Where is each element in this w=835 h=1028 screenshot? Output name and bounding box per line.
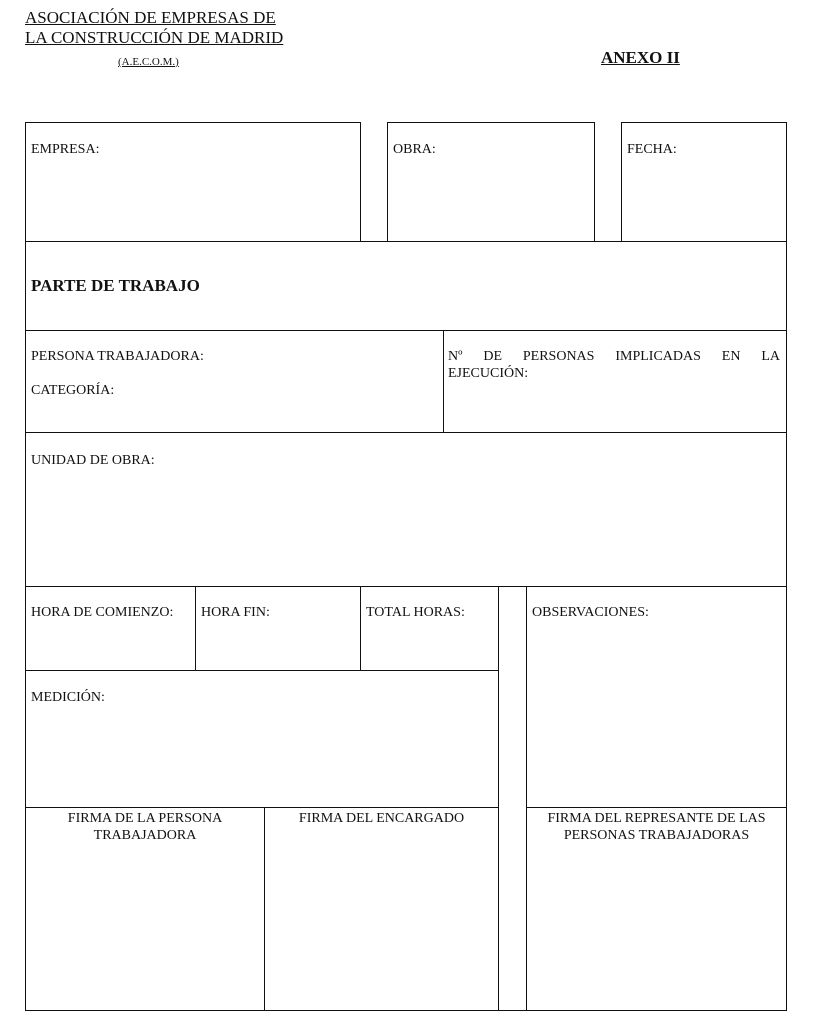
firma-representante-field[interactable] (526, 807, 787, 1011)
title-row (25, 241, 787, 331)
hora-comienzo-field[interactable] (25, 586, 196, 671)
num-personas-label: Nº DE PERSONAS IMPLICADAS EN LA EJECUCIÓN: (448, 349, 780, 381)
persona-label: PERSONA TRABAJADORA: (31, 349, 204, 364)
observaciones-label: OBSERVACIONES: (532, 605, 649, 620)
obra-label: OBRA: (393, 142, 436, 157)
hora-fin-field[interactable] (195, 586, 361, 671)
empresa-label: EMPRESA: (31, 142, 100, 157)
obra-field[interactable] (387, 122, 595, 242)
org-name-line2: LA CONSTRUCCIÓN DE MADRID (25, 28, 284, 47)
total-horas-field[interactable] (360, 586, 499, 671)
observaciones-field[interactable] (526, 586, 787, 808)
medicion-field[interactable] (25, 670, 499, 808)
separator-column (498, 586, 527, 1011)
persona-field[interactable] (25, 330, 444, 433)
unidad-label: UNIDAD DE OBRA: (31, 453, 155, 468)
fecha-label: FECHA: (627, 142, 677, 157)
firma-persona-field[interactable] (25, 807, 265, 1011)
medicion-label: MEDICIÓN: (31, 690, 105, 705)
annex-title: ANEXO II (601, 48, 680, 67)
total-horas-label: TOTAL HORAS: (366, 605, 465, 620)
firma-encargado-field[interactable] (264, 807, 499, 1011)
fecha-field[interactable] (621, 122, 787, 242)
empresa-field[interactable] (25, 122, 361, 242)
firma-encargado-label: FIRMA DEL ENCARGADO (298, 811, 465, 826)
unidad-field[interactable] (25, 432, 787, 587)
form-title: PARTE DE TRABAJO (31, 276, 200, 295)
org-abbr: (A.E.C.O.M.) (118, 56, 179, 68)
hora-comienzo-label: HORA DE COMIENZO: (31, 605, 174, 620)
hora-fin-label: HORA FIN: (201, 605, 270, 620)
firma-persona-label: FIRMA DE LA PERSONA TRABAJADORA (67, 811, 223, 843)
firma-representante-label: FIRMA DEL REPRESANTE DE LAS PERSONAS TRABAJADORAS (547, 811, 766, 843)
org-name-line1: ASOCIACIÓN DE EMPRESAS DE (25, 8, 276, 27)
categoria-label: CATEGORÍA: (31, 383, 115, 398)
num-personas-field[interactable] (443, 330, 787, 433)
